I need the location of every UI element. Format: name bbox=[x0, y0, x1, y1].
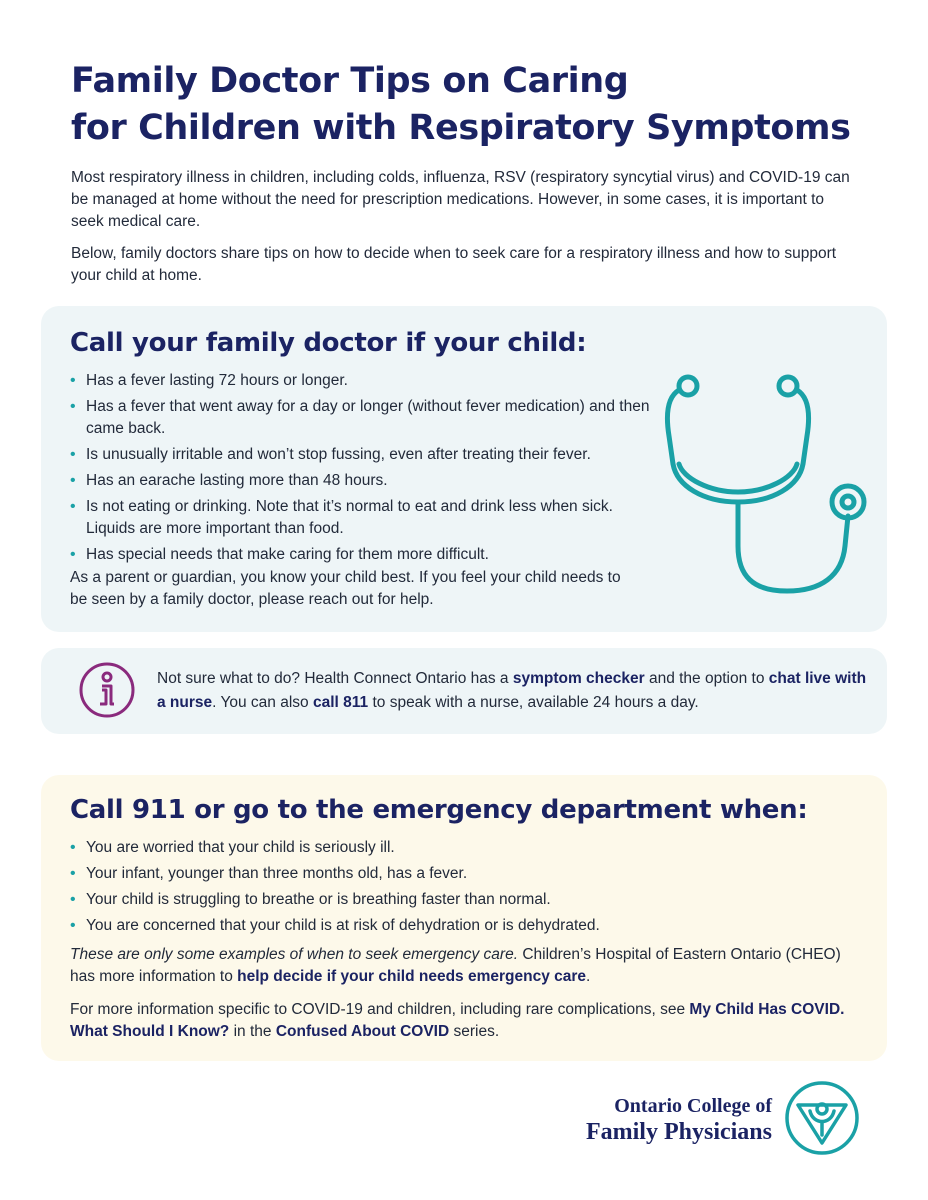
list-item: • Your child is struggling to breathe or is breathing faster than normal. bbox=[70, 889, 850, 911]
emergency-examples-text: These are only some examples of when to seek emergency care. Children’s Hospital of Eastern Ontario (CHEO) has more information to help decide if your child needs emergency care. bbox=[70, 946, 841, 985]
bullet-icon: • bbox=[70, 446, 76, 463]
list-item: • Has a fever that went away for a day or longer (without fever medication) and then came back. bbox=[70, 398, 650, 437]
parent-guidance-text: As a parent or guardian, you know your child best. If you feel your child needs to be seen by a family doctor, please reach out for help. bbox=[70, 569, 621, 608]
health-connect-info-panel bbox=[41, 648, 887, 734]
page-title bbox=[71, 58, 851, 152]
list-item: • Has a fever lasting 72 hours or longer. bbox=[70, 370, 660, 392]
list-item: • Your infant, younger than three months old, has a fever. bbox=[70, 863, 850, 885]
health-connect-text: Not sure what to do? Health Connect Ontario has a symptom checker and the option to chat live with a nurse. You can also call 811 to speak with a nurse, available 24 hours a day. bbox=[157, 670, 867, 711]
list-item: • Is unusually irritable and won’t stop fussing, even after treating their fever. bbox=[70, 444, 660, 466]
bullet-icon: • bbox=[70, 372, 76, 389]
org-name-line-1: Ontario College of bbox=[614, 1095, 772, 1117]
intro-paragraph-2: Below, family doctors share tips on how to decide when to seek care for a respiratory illness and how to support your child at home. bbox=[71, 245, 837, 284]
list-item: • Has an earache lasting more than 48 hours. bbox=[70, 470, 660, 492]
bullet-icon: • bbox=[70, 472, 76, 489]
my-child-has-covid-link[interactable]: My Child Has COVID. What Should I Know? bbox=[70, 1001, 845, 1040]
bullet-icon: • bbox=[70, 546, 76, 563]
stethoscope-icon bbox=[661, 366, 871, 616]
info-icon bbox=[77, 660, 137, 720]
bullet-icon: • bbox=[70, 398, 76, 415]
emergency-heading: Call 911 or go to the emergency department when: bbox=[70, 795, 808, 825]
symptom-checker-link[interactable]: symptom checker bbox=[512, 670, 645, 687]
list-item: • Has special needs that make caring for them more difficult. bbox=[70, 544, 660, 566]
family-doctor-panel bbox=[41, 306, 887, 632]
ocfp-logo-icon bbox=[783, 1079, 861, 1157]
covid-info-text: For more information specific to COVID-19 and children, including rare complications, see My Child Has COVID. What Should I Know? in the Confused About COVID series. bbox=[70, 1001, 845, 1040]
family-doctor-heading: Call your family doctor if your child: bbox=[70, 328, 587, 358]
emergency-panel bbox=[41, 775, 887, 1061]
confused-about-covid-link[interactable]: Confused About COVID bbox=[275, 1023, 450, 1040]
bullet-icon: • bbox=[70, 917, 76, 934]
bullet-icon: • bbox=[70, 839, 76, 856]
chat-nurse-link[interactable]: chat live with a nurse bbox=[157, 670, 867, 711]
title-line-2: for Children with Respiratory Symptoms bbox=[71, 108, 851, 148]
org-name-line-2: Family Physicians bbox=[585, 1119, 772, 1145]
title-line-1: Family Doctor Tips on Caring bbox=[71, 61, 629, 101]
ocfp-logo-text bbox=[586, 1094, 772, 1146]
list-item: • You are worried that your child is seriously ill. bbox=[70, 837, 850, 859]
list-item: • You are concerned that your child is at risk of dehydration or is dehydrated. bbox=[70, 915, 850, 937]
call-811-link[interactable]: call 811 bbox=[312, 694, 369, 711]
bullet-icon: • bbox=[70, 891, 76, 908]
cheo-emergency-link[interactable]: help decide if your child needs emergency care bbox=[237, 968, 587, 985]
list-item: • Is not eating or drinking. Note that it’s normal to eat and drink less when sick. Liquids are more important than food. bbox=[70, 498, 613, 537]
intro-paragraph-1: Most respiratory illness in children, including colds, influenza, RSV (respiratory syncytial virus) and COVID-19 can be managed at home without the need for prescription medications. However, in some cases, it is important to seek medical care. bbox=[71, 169, 850, 230]
bullet-icon: • bbox=[70, 498, 76, 515]
emergency-list bbox=[70, 837, 850, 941]
bullet-icon: • bbox=[70, 865, 76, 882]
family-doctor-list bbox=[70, 370, 660, 570]
